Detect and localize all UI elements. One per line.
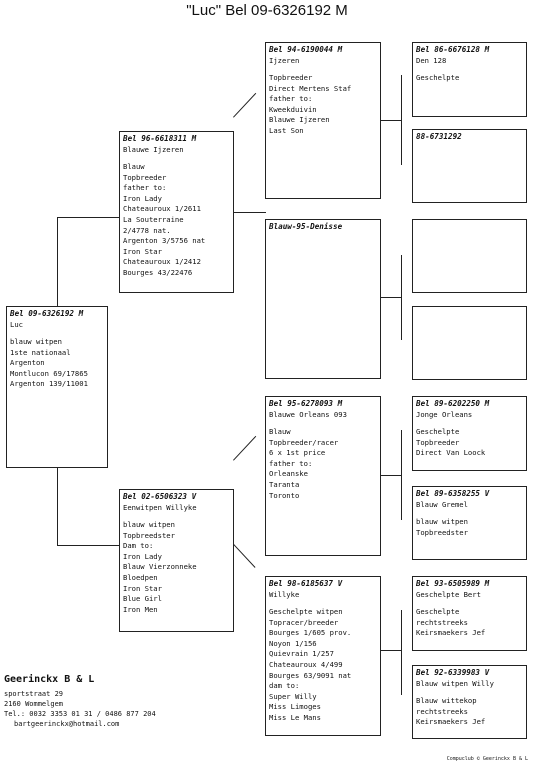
detail-line: Bourges 1/605 prov.: [269, 628, 352, 638]
detail-line: Orleanske: [269, 469, 308, 479]
detail-line: rechtstreeks: [416, 706, 468, 716]
pedigree-card-dds[interactable]: [412, 576, 527, 651]
pedigree-card-dam-sire[interactable]: [265, 396, 381, 556]
detail-line: Bourges 43/22476: [123, 267, 193, 277]
detail-line: Geschelpte: [416, 607, 460, 616]
detail-line: Iron Lady: [123, 193, 162, 203]
ring-number: Bel 94-6190044 M: [269, 45, 343, 54]
ring-number: Bel 93-6505989 M: [416, 579, 490, 588]
pigeon-details: [123, 520, 230, 615]
connector-line: [380, 650, 402, 651]
detail-line: 6 x 1st price: [269, 448, 326, 458]
pigeon-details: [269, 607, 377, 724]
detail-line: Blauw wittekop: [416, 696, 477, 705]
detail-line: Iron Star: [123, 583, 162, 593]
detail-line: Direct Van Loock: [416, 448, 486, 458]
pedigree-card-sire[interactable]: [119, 131, 234, 293]
detail-line: Miss Le Mans: [269, 712, 321, 722]
company-name: Geerinckx B & L: [4, 674, 95, 685]
detail-line: father to:: [269, 458, 313, 468]
pedigree-card-sire-dam[interactable]: [265, 219, 381, 379]
pedigree-title: "Luc" Bel 09-6326192 M: [186, 2, 348, 19]
pedigree-card-sdd[interactable]: [412, 306, 527, 380]
connector-line: [401, 75, 402, 165]
street-address: sportstraat 29: [4, 690, 64, 698]
ring-number: Bel 98-6185637 V: [269, 579, 343, 588]
pigeon-name: Luc: [10, 320, 23, 329]
connector-line: [233, 93, 256, 118]
connector-line: [232, 543, 255, 568]
detail-line: Bloedpen: [123, 572, 158, 582]
detail-line: Argenton 3/5756 nat: [123, 236, 206, 246]
detail-line: Iron Star: [123, 246, 162, 256]
ring-number: Bel 86-6676128 M: [416, 45, 490, 54]
detail-line: Iron Lady: [123, 551, 162, 561]
connector-line: [380, 297, 402, 298]
detail-line: Keirsmaekers Jef: [416, 717, 486, 727]
detail-line: Topbreeder: [123, 172, 167, 182]
software-credit: Compuclub © Geerinckx B & L: [446, 756, 528, 762]
pigeon-name: Blauw Gremel: [416, 500, 468, 509]
detail-line: Chateauroux 1/2611: [123, 204, 201, 214]
pigeon-name: Blauwe Orleans 093: [269, 410, 347, 419]
detail-line: 1ste nationaal: [10, 347, 71, 357]
pigeon-details: [416, 73, 523, 84]
detail-line: 2/4778 nat.: [123, 225, 171, 235]
detail-line: Blue Girl: [123, 594, 162, 604]
pigeon-details: [416, 427, 523, 459]
detail-line: Topbreeder/racer: [269, 437, 339, 447]
ring-number: Bel 89-6202250 M: [416, 399, 490, 408]
ring-number: Bel 92-6339983 V: [416, 668, 490, 677]
detail-line: Taranta: [269, 479, 300, 489]
detail-line: Quievrain 1/257: [269, 649, 334, 659]
detail-line: Miss Limoges: [269, 702, 321, 712]
pedigree-card-dss[interactable]: [412, 396, 527, 471]
pigeon-name: Blauw witpen Willy: [416, 679, 494, 688]
connector-line: [380, 475, 402, 476]
detail-line: Bourges 63/9091 nat: [269, 670, 352, 680]
detail-line: father to:: [123, 183, 167, 193]
pedigree-card-subject[interactable]: [6, 306, 108, 468]
detail-line: Kweekduivin: [269, 104, 317, 114]
pedigree-card-sss[interactable]: [412, 42, 527, 117]
detail-line: Topbreedster: [123, 530, 175, 540]
email-link[interactable]: bartgeerinckx@hotmail.com: [14, 720, 120, 728]
ring-number: Blauw-95-Denisse: [269, 222, 343, 231]
breeder-contact: [4, 674, 156, 729]
detail-line: Argenton: [10, 358, 45, 368]
detail-line: Toronto: [269, 490, 300, 500]
pedigree-card-sire-sire[interactable]: [265, 42, 381, 199]
detail-line: Topbreeder: [269, 73, 313, 82]
pedigree-card-dam[interactable]: [119, 489, 234, 632]
connector-line: [57, 217, 58, 307]
detail-line: Blauwe Ijzeren: [269, 115, 330, 125]
detail-line: La Souterraine: [123, 214, 184, 224]
pedigree-card-ddd[interactable]: [412, 665, 527, 739]
detail-line: blauw witpen: [10, 337, 62, 346]
pigeon-name: Geschelpte Bert: [416, 590, 481, 599]
ring-number: 88-6731292: [416, 132, 462, 141]
detail-line: Super Willy: [269, 691, 317, 701]
pedigree-card-dsd[interactable]: [412, 486, 527, 560]
detail-line: blauw witpen: [123, 520, 175, 529]
detail-line: Geschelpte: [416, 427, 460, 436]
pedigree-card-sds[interactable]: [412, 219, 527, 293]
connector-line: [401, 610, 402, 695]
pigeon-name: Blauwe Ijzeren: [123, 145, 184, 154]
pigeon-details: [416, 696, 523, 728]
connector-line: [57, 545, 120, 546]
detail-line: dam to:: [269, 681, 300, 691]
detail-line: Topracer/breeder: [269, 617, 339, 627]
detail-line: Noyon 1/156: [269, 638, 317, 648]
pigeon-details: [416, 517, 523, 538]
detail-line: Direct Mertens Staf: [269, 83, 352, 93]
pigeon-details: [416, 607, 523, 639]
pigeon-details: [10, 337, 104, 390]
detail-line: Iron Men: [123, 604, 158, 614]
connector-line: [233, 212, 266, 213]
connector-line: [401, 430, 402, 520]
connector-line: [401, 255, 402, 340]
pigeon-name: Jonge Orleans: [416, 410, 473, 419]
detail-line: Montlucon 69/17865: [10, 368, 88, 378]
ring-number: Bel 89-6358255 V: [416, 489, 490, 498]
connector-line: [57, 466, 58, 546]
detail-line: blauw witpen: [416, 517, 468, 526]
ring-number: Bel 09-6326192 M: [10, 309, 84, 318]
detail-line: Dam to:: [123, 541, 154, 551]
detail-line: Topbreeder: [416, 437, 460, 447]
detail-line: Blauw: [269, 427, 291, 436]
detail-line: Chateauroux 1/2412: [123, 257, 201, 267]
connector-line: [57, 217, 120, 218]
detail-line: rechtstreeks: [416, 617, 468, 627]
connector-line: [233, 436, 256, 461]
pigeon-details: [269, 73, 377, 137]
detail-line: Argenton 139/11001: [10, 379, 88, 389]
ring-number: Bel 95-6278093 M: [269, 399, 343, 408]
detail-line: Chateauroux 4/499: [269, 659, 343, 669]
pigeon-name: Ijzeren: [269, 56, 300, 65]
detail-line: Topbreedster: [416, 527, 468, 537]
detail-line: Keirsmaekers Jef: [416, 628, 486, 638]
pedigree-card-dam-dam[interactable]: [265, 576, 381, 736]
pigeon-details: [123, 162, 230, 279]
detail-line: Blauw Vierzonneke: [123, 562, 197, 572]
detail-line: Last Son: [269, 125, 304, 135]
detail-line: Blauw: [123, 162, 145, 171]
connector-line: [380, 120, 402, 121]
detail-line: father to:: [269, 94, 313, 104]
telephone: Tel.: 0032 3353 01 31 / 0486 877 204: [4, 710, 156, 718]
pigeon-details: [269, 427, 377, 501]
ring-number: Bel 02-6506323 V: [123, 492, 197, 501]
pigeon-name: Willyke: [269, 590, 300, 599]
pigeon-name: Eenwitpen Willyke: [123, 503, 197, 512]
ring-number: Bel 96-6618311 M: [123, 134, 197, 143]
pedigree-card-ssd[interactable]: [412, 129, 527, 203]
detail-line: Geschelpte: [416, 73, 460, 82]
detail-line: Geschelpte witpen: [269, 607, 343, 616]
city: 2160 Wommelgem: [4, 700, 64, 708]
pigeon-name: Den 128: [416, 56, 447, 65]
